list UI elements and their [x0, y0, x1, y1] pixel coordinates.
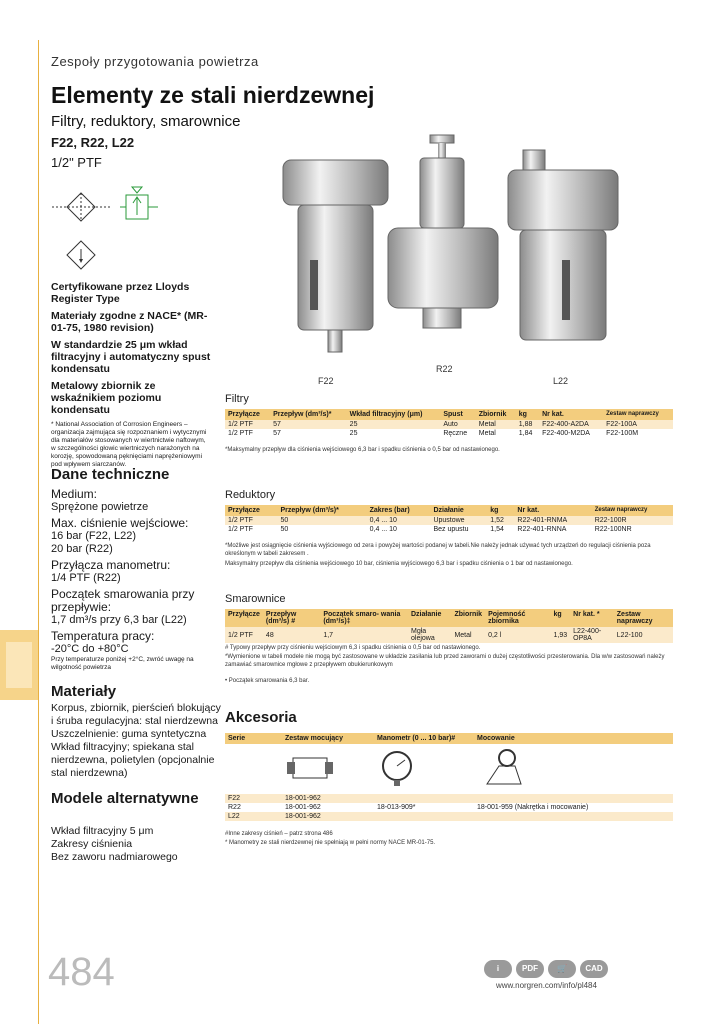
divider-line [38, 40, 39, 1024]
footer-icons [484, 958, 612, 978]
table-row: 1/2 PTF 48 1,7 Mgła olejowa Metal 0,2 l 1,93 L22-400-OP8A L22-100 [225, 627, 673, 643]
thread-size: 1/2" PTF [51, 155, 102, 170]
accessory-images-row [225, 744, 673, 794]
section-subtitle: Zespoły przygotowania powietrza [51, 54, 259, 69]
filter-symbol-icon [52, 193, 110, 221]
mounting-bracket-icon [477, 748, 527, 788]
col-header: Nr kat. [539, 409, 603, 420]
col-header: kg [516, 409, 539, 420]
label-r22: R22 [436, 364, 453, 374]
table-row: F22 18-001-962 [225, 794, 673, 803]
cad-icon[interactable]: CAD [580, 960, 608, 978]
pressure-gauge-icon [377, 748, 417, 788]
table-row: 1/2 PTF 57 25 Auto Metal 1,88 F22-400-A2DA F22-100A [225, 420, 673, 429]
footer-url[interactable]: www.norgren.com/info/pl484 [496, 981, 597, 990]
accessories-note-1: #Inne zakresy ciśnień – patrz strona 486 [225, 831, 333, 837]
table-header: Przyłącze Przepływ (dm³/s)* Zakres (bar) Działanie kg Nr kat. Zestaw naprawczy [225, 505, 673, 516]
regulators-note-1: *Możliwe jest osiągnięcie ciśnienia wyjściowego od zera i powyżej wartości podanej w tabeli.Nie należy jednak używać tych urządzeń do regulacji ciśnienia poza określonym w tabeli zakresem . [225, 543, 651, 557]
table-header [225, 409, 673, 420]
table-row: 1/2 PTF 50 0,4 ... 10 Upustowe 1,52 R22-401-RNMA R22-100R [225, 516, 673, 525]
filters-table [225, 409, 673, 438]
model-list: F22, R22, L22 [51, 135, 135, 150]
side-tab-inner [6, 642, 32, 688]
pneumatic-symbols [50, 183, 170, 283]
regulator-symbol-icon [120, 187, 158, 219]
product-photo [268, 130, 688, 370]
col-header: Przyłącze [225, 409, 270, 420]
label-l22: L22 [553, 376, 569, 386]
lubricators-note-3: • Początek smarowania 6,3 bar. [225, 678, 310, 684]
col-header: Spust [440, 409, 475, 420]
page-number: 484 [48, 950, 115, 994]
feature-list [51, 281, 211, 474]
accessories-table [225, 733, 673, 821]
tech-heading: Dane techniczne [51, 466, 170, 483]
page-title: Elementy ze stali nierdzewnej [51, 82, 375, 108]
materials-list: Korpus, zbiornik, pierścień blokujący i śruba regulacyjna: stal nierdzewna Uszczelnienie: guma syntetyczna Wkład filtracyjny; spiekana stal nierdzewna, polietylen (opcjonalnie stal nierdzewna) [51, 702, 221, 779]
table-row: R22 18-001-962 18-013-909* 18-001-959 (Nakrętka i mocowanie) [228, 804, 589, 811]
f22-filter-icon [283, 160, 388, 352]
table-row: 1/2 PTF 50 0,4 ... 10 Bez upustu 1,54 R22-401-RNNA R22-100NR [228, 526, 632, 533]
label-f22: F22 [318, 376, 334, 386]
accessories-heading: Akcesoria [225, 709, 297, 726]
feature-item: Materiały zgodne z NACE* (MR-01-75, 1980 revision) [51, 310, 208, 334]
regulators-table [225, 505, 673, 534]
info-icon[interactable]: i [484, 960, 512, 978]
col-header: Wkład filtracyjny (μm) [347, 409, 441, 420]
tech-data: Medium: Sprężone powietrze Max. ciśnienie wejściowe: 16 bar (F22, L22) 20 bar (R22) Przyłącza manometru: 1/4 PTF (R22) Początek smarowania przy przepływie: 1,7 dm³/s przy 6,3 bar (L22) Temperatura pracy: -20°C do +80°C Przy temperaturze poniżej +2°C, zwróć uwagę na wilgotność powietrza [51, 487, 195, 671]
table-header: Przyłącze Przepływ (dm³/s) # Początek smaro- wania (dm³/s)‡ Działanie Zbiornik Pojemność zbiornika kg Nr kat. * Zestaw naprawczy [225, 609, 673, 627]
filters-title: Filtry [225, 393, 249, 405]
regulators-note-2: Maksymalny przepływ dla ciśnienia wejściowego 10 bar, ciśnienia wyjściowego 6,3 bar i spadku ciśnienia o 1 bar od nastawionego. [225, 561, 573, 567]
l22-lubricator-icon [508, 150, 618, 340]
mounting-kit-icon [285, 748, 335, 788]
col-header: Zestaw naprawczy [603, 409, 673, 420]
table-row: L22 18-001-962 [225, 812, 673, 821]
feature-item: Metalowy zbiornik ze wskaźnikiem poziomu kondensatu [51, 380, 162, 416]
nace-footnote: * National Association of Corrosion Engineers – organizacja zajmująca się rozpoznaniem i wytycznymi dla materiałów stosowanych w wiertnictwie naftowym, w szczególności głowic wiertniczych narażonych na korozję, spowodowaną pęknięciami naprężeniowymi pod wpływem siarczanów. [51, 421, 207, 468]
table-row: 1/2 PTF 57 25 Ręczne Metal 1,84 F22-400-M2DA F22-100M [228, 430, 639, 437]
filters-note: *Maksymalny przepływ dla ciśnienia wejściowego 6,3 bar i spadku ciśnienia o 0,5 bar od nastawionego. [225, 447, 500, 453]
alternatives-heading: Modele alternatywne [51, 790, 199, 807]
r22-regulator-icon [388, 135, 498, 328]
pdf-icon[interactable]: PDF [516, 960, 544, 978]
accessories-note-2: * Manometry ze stali nierdzewnej nie spełniają w pełni normy NACE MR-01-75. [225, 840, 436, 846]
lubricators-title: Smarownice [225, 593, 286, 605]
alternatives-list: Wkład filtracyjny 5 μm Zakresy ciśnienia Bez zaworu nadmiarowego [51, 825, 178, 863]
table-header: Serie Zestaw mocujący Manometr (0 ... 10 bar)# Mocowanie [225, 733, 673, 744]
col-header: Przepływ (dm³/s)* [270, 409, 347, 420]
feature-item: W standardzie 25 μm wkład filtracyjny i automatyczny spust kondensatu [51, 339, 211, 375]
materials-heading: Materiały [51, 683, 117, 700]
lubricator-symbol-icon [67, 241, 95, 269]
col-header: Zbiornik [476, 409, 516, 420]
product-subtitle: Filtry, reduktory, smarownice [51, 113, 241, 130]
regulators-title: Reduktory [225, 489, 276, 501]
feature-item: Certyfikowane przez Lloyds Register Type [51, 281, 190, 305]
lubricators-table [225, 609, 673, 643]
cart-icon[interactable]: 🛒 [548, 960, 576, 978]
lubricators-note-2: *Wymienione w tabeli modele nie mogą być zastosowane w układzie zasilania lub przed zaworami o dużej częstotliwości przesterowania. Dla w/w zastosowań należy zamawiać smarownice mgłowe z przepływem obukierunkowym [225, 654, 665, 668]
lubricators-note-1: # Typowy przepływ przy ciśnieniu wejściowym 6,3 i spadku ciśnienia o 0,5 bar od nastawionego. [225, 645, 481, 651]
